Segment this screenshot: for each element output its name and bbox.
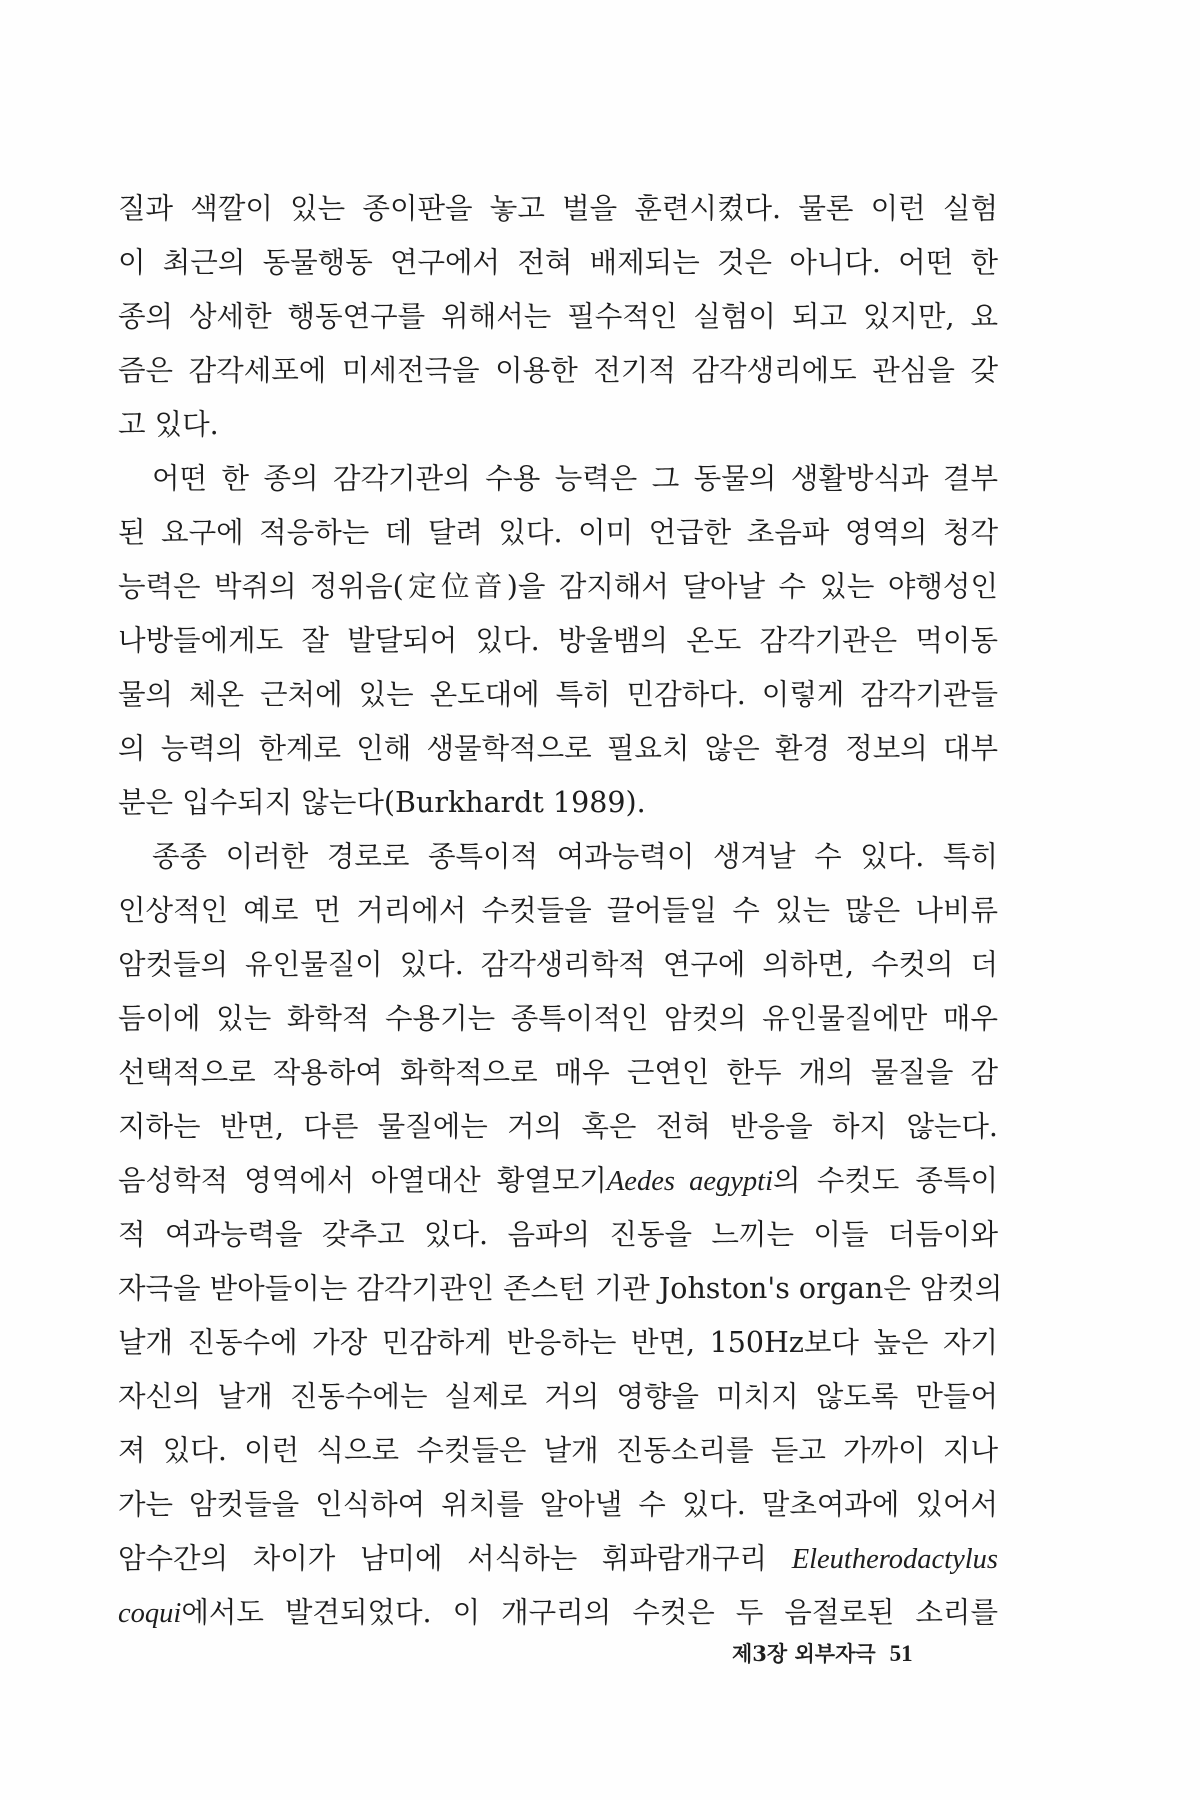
- text-line: 어떤 한 종의 감각기관의 수용 능력은 그 동물의 생활방식과 결부: [152, 462, 998, 495]
- text-line: 자신의 날개 진동수에는 실제로 거의 영향을 미치지 않도록 만들어: [118, 1380, 998, 1413]
- text-line: 능력은 박쥐의 정위음(定位音)을 감지해서 달아날 수 있는 야행성인: [118, 570, 998, 603]
- text-line: 가는 암컷들을 인식하여 위치를 알아낼 수 있다. 말초여과에 있어서: [118, 1488, 998, 1521]
- text-segment: 에서도 발견되었다. 이 개구리의 수컷은 두 음절로된 소리를: [181, 1596, 998, 1629]
- text-line: 이 최근의 동물행동 연구에서 전혀 배제되는 것은 아니다. 어떤 한: [118, 246, 998, 279]
- text-line: 선택적으로 작용하여 화학적으로 매우 근연인 한두 개의 물질을 감: [118, 1056, 998, 1089]
- text-segment: 암수간의 차이가 남미에 서식하는 휘파람개구리: [118, 1542, 792, 1575]
- paragraph-3: [118, 830, 1003, 1640]
- paragraph-2: [118, 452, 998, 830]
- species-name: Aedes aegypti: [606, 1166, 774, 1197]
- page-footer: [732, 1638, 913, 1668]
- text-segment: 음성학적 영역에서 아열대산 황열모기: [118, 1164, 607, 1197]
- text-line: 자극을 받아들이는 감각기관인 존스턴 기관 Johston's organ은 암컷의: [118, 1272, 1003, 1305]
- text-line: 종의 상세한 행동연구를 위해서는 필수적인 실험이 되고 있지만, 요: [118, 300, 998, 333]
- text-line: 적 여과능력을 갖추고 있다. 음파의 진동을 느끼는 이들 더듬이와: [118, 1218, 998, 1251]
- text-line-with-species: [118, 1532, 998, 1586]
- text-line: 날개 진동수에 가장 민감하게 반응하는 반면, 150Hz보다 높은 자기: [118, 1326, 998, 1359]
- text-line-with-species: [118, 1586, 998, 1640]
- text-line: 지하는 반면, 다른 물질에는 거의 혹은 전혀 반응을 하지 않는다.: [118, 1110, 998, 1143]
- text-line-with-species: [118, 1154, 998, 1208]
- text-line: 즘은 감각세포에 미세전극을 이용한 전기적 감각생리에도 관심을 갖: [118, 354, 998, 387]
- species-name: Eleutherodactylus: [791, 1544, 998, 1575]
- text-line: 종종 이러한 경로로 종특이적 여과능력이 생겨날 수 있다. 특히: [152, 840, 998, 873]
- text-line: 고 있다.: [118, 408, 219, 441]
- text-line: 듬이에 있는 화학적 수용기는 종특이적인 암컷의 유인물질에만 매우: [118, 1002, 998, 1035]
- page-number: 51: [889, 1641, 913, 1666]
- body-text: [118, 182, 1003, 1640]
- text-line: 분은 입수되지 않는다(Burkhardt 1989).: [118, 786, 646, 819]
- chapter-title: 제3장 외부자극: [732, 1641, 876, 1666]
- paragraph-1: [118, 182, 998, 452]
- text-line: 나방들에게도 잘 발달되어 있다. 방울뱀의 온도 감각기관은 먹이동: [118, 624, 998, 657]
- text-segment: 의 수컷도 종특이: [773, 1164, 999, 1197]
- text-line: 암컷들의 유인물질이 있다. 감각생리학적 연구에 의하면, 수컷의 더: [118, 948, 998, 981]
- text-line: 의 능력의 한계로 인해 생물학적으로 필요치 않은 환경 정보의 대부: [118, 732, 998, 765]
- species-name: coqui: [118, 1598, 182, 1629]
- text-line: 물의 체온 근처에 있는 온도대에 특히 민감하다. 이렇게 감각기관들: [118, 678, 998, 711]
- text-line: 질과 색깔이 있는 종이판을 놓고 벌을 훈련시켰다. 물론 이런 실험: [118, 192, 998, 225]
- text-line: 인상적인 예로 먼 거리에서 수컷들을 끌어들일 수 있는 많은 나비류: [118, 894, 998, 927]
- text-line: 된 요구에 적응하는 데 달려 있다. 이미 언급한 초음파 영역의 청각: [118, 516, 998, 549]
- text-line: 져 있다. 이런 식으로 수컷들은 날개 진동소리를 듣고 가까이 지나: [118, 1434, 998, 1467]
